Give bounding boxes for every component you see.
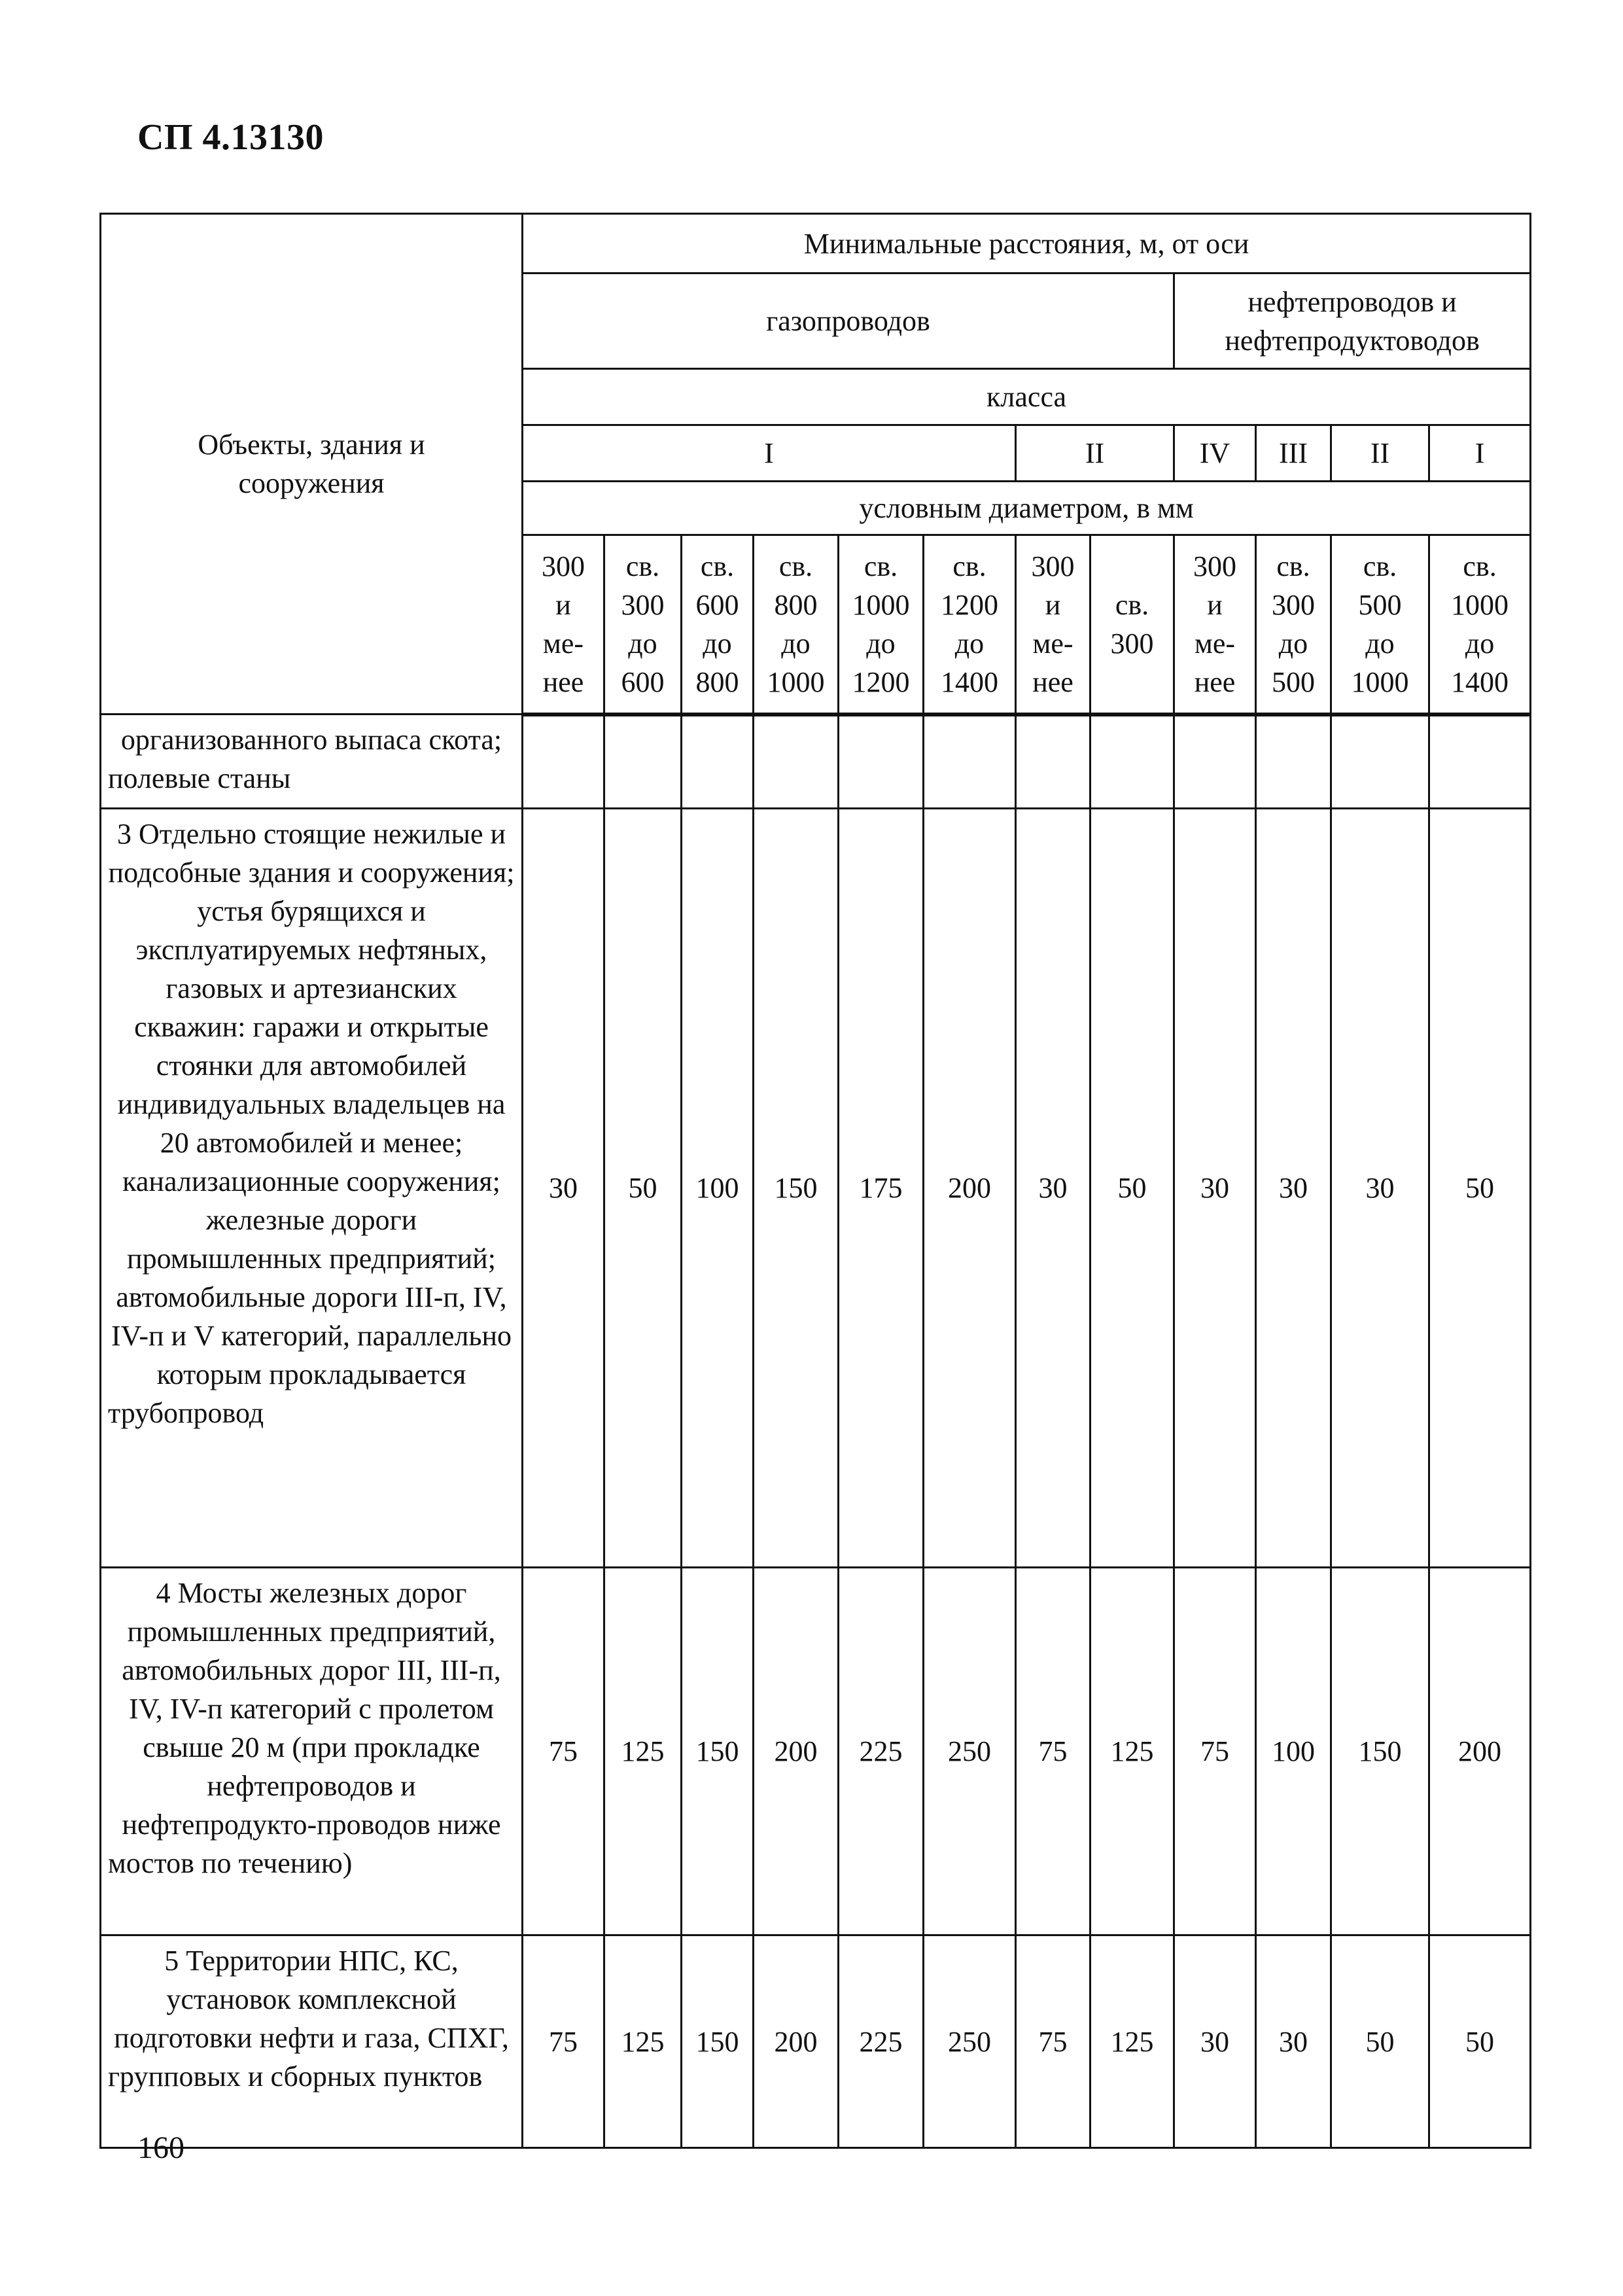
object-description: 5 Территории НПС, КС, установок комплексной подготовки нефти и газа, СПХГ, групповых и сборных пунктов bbox=[101, 1935, 523, 2148]
diameter-header: условным диаметром, в мм bbox=[523, 482, 1531, 535]
diameter-line: св. bbox=[864, 550, 898, 582]
diameter-cell bbox=[1331, 535, 1429, 715]
oil-pipelines-header: нефтепроводов и нефтепродуктоводов bbox=[1174, 274, 1531, 369]
diameter-cell bbox=[1016, 535, 1091, 715]
diameter-line: 600 bbox=[695, 588, 739, 621]
diameter-cell bbox=[924, 535, 1016, 715]
diameter-line: св. bbox=[778, 550, 813, 582]
diameter-line: нее bbox=[1032, 665, 1073, 698]
distance-value bbox=[604, 715, 682, 809]
diameter-cell bbox=[1256, 535, 1331, 715]
distance-value: 75 bbox=[523, 1935, 604, 2148]
distance-value: 125 bbox=[604, 1568, 682, 1935]
class-header: класса bbox=[523, 369, 1531, 425]
diameter-line: нее bbox=[542, 665, 584, 698]
diameter-line: и bbox=[1045, 588, 1061, 621]
diameter-line: до bbox=[1465, 627, 1495, 660]
diameter-line: и bbox=[1207, 588, 1223, 621]
distance-value: 30 bbox=[1256, 1935, 1331, 2148]
diameter-line: до bbox=[1278, 627, 1308, 660]
diameter-cell bbox=[1429, 535, 1531, 715]
distance-value: 30 bbox=[1331, 809, 1429, 1568]
distance-value: 30 bbox=[1016, 809, 1091, 1568]
diameter-line: св. bbox=[1115, 588, 1149, 621]
class-cell: IV bbox=[1174, 425, 1256, 482]
distance-value: 30 bbox=[1174, 809, 1256, 1568]
distance-value: 150 bbox=[682, 1935, 754, 2148]
distance-value bbox=[1429, 715, 1531, 809]
distance-value: 75 bbox=[1174, 1568, 1256, 1935]
class-cell: II bbox=[1016, 425, 1174, 482]
distance-value: 200 bbox=[754, 1935, 839, 2148]
distance-value: 50 bbox=[1331, 1935, 1429, 2148]
class-cell: II bbox=[1331, 425, 1429, 482]
diameter-cell bbox=[523, 535, 604, 715]
diameter-cell bbox=[754, 535, 839, 715]
distance-value bbox=[1256, 715, 1331, 809]
distance-value bbox=[1091, 715, 1174, 809]
diameter-line: ме- bbox=[1032, 627, 1073, 660]
gas-pipelines-header: газопроводов bbox=[523, 274, 1174, 369]
diameter-line: св. bbox=[700, 550, 735, 582]
distance-value: 250 bbox=[924, 1568, 1016, 1935]
diameter-line: 1000 bbox=[852, 588, 910, 621]
class-cell: I bbox=[1429, 425, 1531, 482]
table-row bbox=[101, 809, 1531, 1568]
distance-value: 200 bbox=[754, 1568, 839, 1935]
distance-value: 125 bbox=[604, 1935, 682, 2148]
diameter-line: до bbox=[628, 627, 657, 660]
diameter-cell bbox=[682, 535, 754, 715]
diameter-line: св. bbox=[1363, 550, 1397, 582]
distances-header: Минимальные расстояния, м, от оси bbox=[523, 214, 1531, 274]
distance-value: 200 bbox=[924, 809, 1016, 1568]
distance-value: 150 bbox=[1331, 1568, 1429, 1935]
distance-value: 75 bbox=[1016, 1568, 1091, 1935]
distance-value bbox=[682, 715, 754, 809]
diameter-line: 1000 bbox=[1451, 588, 1509, 621]
distance-value: 125 bbox=[1091, 1568, 1174, 1935]
diameter-line: св. bbox=[625, 550, 660, 582]
class-cell: III bbox=[1256, 425, 1331, 482]
diameter-line: 300 bbox=[1272, 588, 1315, 621]
diameter-line: 300 bbox=[542, 550, 585, 582]
distance-value: 100 bbox=[682, 809, 754, 1568]
diameter-line: 300 bbox=[1193, 550, 1236, 582]
distance-value: 75 bbox=[1016, 1935, 1091, 2148]
diameter-line: до bbox=[954, 627, 985, 660]
distance-value: 30 bbox=[1256, 809, 1331, 1568]
diameter-cell bbox=[839, 535, 924, 715]
diameter-line: 300 bbox=[1031, 550, 1075, 582]
diameter-line: 300 bbox=[1110, 627, 1154, 660]
distance-value: 30 bbox=[1174, 1935, 1256, 2148]
table-row bbox=[101, 1935, 1531, 2148]
diameter-line: 1400 bbox=[1451, 665, 1509, 698]
diameter-line: 1400 bbox=[941, 665, 998, 698]
document-code: СП 4.13130 bbox=[137, 117, 324, 158]
class-cell: I bbox=[523, 425, 1016, 482]
distance-value: 50 bbox=[1429, 1935, 1531, 2148]
diameter-line: 500 bbox=[1272, 665, 1315, 698]
distance-value bbox=[839, 715, 924, 809]
distance-value: 225 bbox=[839, 1568, 924, 1935]
diameter-line: 1200 bbox=[852, 665, 910, 698]
diameter-line: ме- bbox=[542, 627, 584, 660]
diameter-line: св. bbox=[1463, 550, 1497, 582]
distance-value: 175 bbox=[839, 809, 924, 1568]
distance-value: 75 bbox=[523, 1568, 604, 1935]
diameter-line: 1000 bbox=[767, 665, 825, 698]
distance-value: 150 bbox=[754, 809, 839, 1568]
diameter-line: нее bbox=[1194, 665, 1236, 698]
diameter-cell bbox=[1174, 535, 1256, 715]
object-description: 4 Мосты железных дорог промышленных предприятий, автомобильных дорог III, III-п, IV, IV-п категорий с пролетом свыше 20 м (при прокладке нефтепроводов и нефтепродукто-проводов ниже мостов по течению) bbox=[101, 1568, 523, 1935]
distance-value: 225 bbox=[839, 1935, 924, 2148]
table-row bbox=[101, 1568, 1531, 1935]
object-description: 3 Отдельно стоящие нежилые и подсобные здания и сооружения; устья бурящихся и эксплуатируемых нефтяных, газовых и артезианских скважин: гаражи и открытые стоянки для автомобилей индивидуальных владельцев на 20 автомобилей и менее; канализационные сооружения; железные дороги промышленных предприятий; автомобильные дороги III-п, IV, IV-п и V категорий, параллельно которым прокладывается трубопровод bbox=[101, 809, 523, 1568]
diameter-line: св. bbox=[1276, 550, 1310, 582]
diameter-line: и bbox=[555, 588, 571, 621]
distance-value: 100 bbox=[1256, 1568, 1331, 1935]
distance-value: 50 bbox=[1091, 809, 1174, 1568]
diameter-line: св. bbox=[952, 550, 986, 582]
distance-value bbox=[1331, 715, 1429, 809]
distance-value: 150 bbox=[682, 1568, 754, 1935]
distance-value: 30 bbox=[523, 809, 604, 1568]
diameter-line: 800 bbox=[695, 665, 739, 698]
distance-value: 50 bbox=[1429, 809, 1531, 1568]
diameter-cell bbox=[1091, 535, 1174, 715]
distances-table-wrapper bbox=[99, 213, 1531, 2149]
distance-value bbox=[523, 715, 604, 809]
distance-value bbox=[1174, 715, 1256, 809]
diameter-line: 800 bbox=[774, 588, 818, 621]
diameter-line: до bbox=[866, 627, 896, 660]
diameter-line: до bbox=[703, 627, 732, 660]
distance-value bbox=[1016, 715, 1091, 809]
diameter-line: ме- bbox=[1194, 627, 1236, 660]
distance-value: 125 bbox=[1091, 1935, 1174, 2148]
diameter-line: 300 bbox=[621, 588, 665, 621]
diameter-line: 1200 bbox=[941, 588, 998, 621]
distance-value: 250 bbox=[924, 1935, 1016, 2148]
page-number: 160 bbox=[137, 2130, 184, 2165]
distance-value bbox=[924, 715, 1016, 809]
distance-value: 50 bbox=[604, 809, 682, 1568]
diameter-line: 600 bbox=[621, 665, 665, 698]
diameter-line: 1000 bbox=[1351, 665, 1409, 698]
diameter-line: до bbox=[781, 627, 811, 660]
distance-value bbox=[754, 715, 839, 809]
table-row bbox=[101, 715, 1531, 809]
object-description: организованного выпаса скота; полевые станы bbox=[101, 715, 523, 809]
distances-table bbox=[99, 213, 1531, 2149]
diameter-line: до bbox=[1365, 627, 1395, 660]
diameter-line: 500 bbox=[1358, 588, 1402, 621]
distance-value: 200 bbox=[1429, 1568, 1531, 1935]
diameter-cell bbox=[604, 535, 682, 715]
objects-header: Объекты, здания и сооружения bbox=[101, 214, 523, 715]
